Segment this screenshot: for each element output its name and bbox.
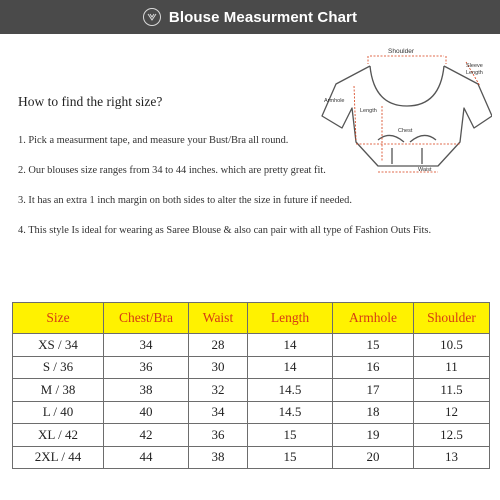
cell-waist: 38 <box>189 446 248 469</box>
table-row <box>13 424 490 447</box>
table-header-row <box>13 303 490 334</box>
cell-length: 14.5 <box>248 379 333 402</box>
cell-armhole: 18 <box>333 401 414 424</box>
cell-shoulder: 12.5 <box>414 424 490 447</box>
guide-step-1: 1. Pick a measurment tape, and measure your Bust/Bra all round. <box>18 135 289 146</box>
cell-shoulder: 13 <box>414 446 490 469</box>
col-header-size: Size <box>13 303 104 334</box>
cell-waist: 32 <box>189 379 248 402</box>
label-chest: Chest <box>398 128 413 134</box>
page-title: Blouse Measurment Chart <box>168 8 358 26</box>
cell-chest: 40 <box>104 401 189 424</box>
guide-step-3: 3. It has an extra 1 inch margin on both sides to alter the size in future if needed. <box>18 195 352 206</box>
guide-step-4: 4. This style Is ideal for wearing as Saree Blouse & also can pair with all type of Fashion Outs Fits. <box>18 225 432 236</box>
brand-logo-icon <box>143 8 161 26</box>
label-length: Length <box>360 108 377 114</box>
cell-armhole: 16 <box>333 356 414 379</box>
cell-chest: 42 <box>104 424 189 447</box>
table-row <box>13 334 490 357</box>
cell-size: S / 36 <box>13 356 104 379</box>
cell-chest: 44 <box>104 446 189 469</box>
guide-title: How to find the right size? <box>18 94 163 109</box>
cell-shoulder: 11 <box>414 356 490 379</box>
blouse-outline <box>322 66 492 166</box>
header-bar <box>0 0 500 34</box>
cell-chest: 34 <box>104 334 189 357</box>
size-chart-table <box>12 302 490 469</box>
label-shoulder: Shoulder <box>388 48 415 55</box>
table-row <box>13 401 490 424</box>
cell-armhole: 15 <box>333 334 414 357</box>
cell-armhole: 20 <box>333 446 414 469</box>
cell-shoulder: 11.5 <box>414 379 490 402</box>
cell-shoulder: 12 <box>414 401 490 424</box>
cell-shoulder: 10.5 <box>414 334 490 357</box>
cell-waist: 36 <box>189 424 248 447</box>
cell-size: M / 38 <box>13 379 104 402</box>
cell-size: 2XL / 44 <box>13 446 104 469</box>
table-row <box>13 356 490 379</box>
table-row <box>13 446 490 469</box>
label-waist: Waist <box>418 167 432 173</box>
cell-length: 15 <box>248 424 333 447</box>
cell-size: L / 40 <box>13 401 104 424</box>
cell-chest: 36 <box>104 356 189 379</box>
col-header-chest: Chest/Bra <box>104 303 189 334</box>
cell-armhole: 19 <box>333 424 414 447</box>
label-armhole: Armhole <box>324 98 345 104</box>
col-header-length: Length <box>248 303 333 334</box>
cell-size: XL / 42 <box>13 424 104 447</box>
cell-length: 14 <box>248 356 333 379</box>
cell-chest: 38 <box>104 379 189 402</box>
guide-step-2: 2. Our blouses size ranges from 34 to 44 inches. which are pretty great fit. <box>18 165 326 176</box>
cell-waist: 30 <box>189 356 248 379</box>
cell-waist: 28 <box>189 334 248 357</box>
blouse-diagram <box>318 44 492 178</box>
measure-lines <box>354 56 480 172</box>
col-header-shoulder: Shoulder <box>414 303 490 334</box>
cell-length: 14.5 <box>248 401 333 424</box>
col-header-armhole: Armhole <box>333 303 414 334</box>
label-sleeve: Sleeve <box>466 63 483 69</box>
col-header-waist: Waist <box>189 303 248 334</box>
table-row <box>13 379 490 402</box>
cell-length: 14 <box>248 334 333 357</box>
label-sleeve-length: Length <box>466 70 483 76</box>
cell-waist: 34 <box>189 401 248 424</box>
cell-length: 15 <box>248 446 333 469</box>
cell-armhole: 17 <box>333 379 414 402</box>
cell-size: XS / 34 <box>13 334 104 357</box>
